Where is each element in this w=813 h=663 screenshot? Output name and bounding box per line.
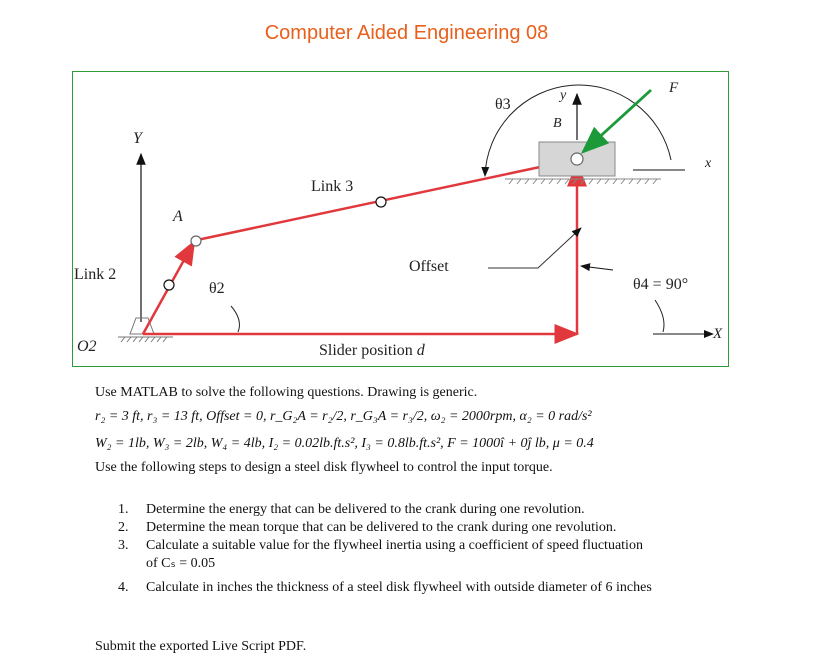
- link2-label: Link 2: [74, 266, 117, 283]
- point-a-label: A: [173, 208, 183, 225]
- slider-position-text: Slider position: [319, 342, 413, 359]
- cg-link3: [376, 197, 386, 207]
- theta4-arc: [655, 300, 664, 332]
- pin-b: [571, 153, 583, 165]
- pin-a: [191, 236, 201, 246]
- origin-label: O2: [77, 338, 97, 355]
- intro-text: Use MATLAB to solve the following questions. Drawing is generic.: [95, 385, 478, 400]
- theta3-label: θ3: [495, 96, 511, 113]
- given-values-line2: W₂ = 1lb, W₃ = 2lb, W₄ = 4lb, I₂ = 0.02lb.ft.s², I₃ = 0.8lb.ft.s², F = 1000î + 0ĵ lb, μ = 0.4: [95, 436, 594, 451]
- list-item: of Cₛ = 0.05: [146, 556, 216, 571]
- list-item: 2. Determine the mean torque that can be delivered to the crank during one revolution.: [118, 520, 617, 535]
- theta4-pointer: [581, 266, 613, 270]
- list-item: 1. Determine the energy that can be delivered to the crank during one revolution.: [118, 502, 585, 517]
- theta2-label: θ2: [209, 280, 225, 297]
- page-title: Computer Aided Engineering 08: [264, 22, 549, 44]
- slider-ground: [505, 179, 661, 184]
- list-item: 4. Calculate in inches the thickness of a steel disk flywheel with outside diameter of 6 inches: [118, 580, 652, 595]
- force-label: F: [669, 80, 679, 96]
- big-x-label: X: [713, 326, 723, 342]
- force-arrow: [583, 90, 651, 152]
- mechanism-figure: [72, 71, 729, 367]
- small-y-label: y: [560, 88, 567, 103]
- cg-link2: [164, 280, 174, 290]
- submit-text: Submit the exported Live Script PDF.: [95, 639, 307, 654]
- point-b-label: B: [553, 116, 562, 131]
- slider-position-label: [319, 342, 425, 360]
- list-item: 3. Calculate a suitable value for the flywheel inertia using a coefficient of speed fluctuation: [118, 538, 643, 553]
- slider-symbol: d: [416, 342, 425, 359]
- given-values-line1: r₂ = 3 ft, r₃ = 13 ft, Offset = 0, r_G₂A = r₂/2, r_G₃A = r₃/2, ω₂ = 2000rpm, α₂ = 0 rad/s²: [95, 409, 592, 424]
- theta4-label: θ4 = 90°: [633, 276, 689, 293]
- link3-label: Link 3: [311, 178, 354, 195]
- slider-crank-diagram: [73, 72, 730, 368]
- offset-label: Offset: [409, 258, 449, 275]
- big-y-label: Y: [133, 130, 142, 147]
- offset-callout: [488, 228, 581, 268]
- design-text: Use the following steps to design a steel disk flywheel to control the input torque.: [95, 460, 553, 475]
- small-x-label: x: [705, 156, 712, 171]
- theta2-arc: [231, 306, 239, 332]
- steps-list: [118, 501, 738, 597]
